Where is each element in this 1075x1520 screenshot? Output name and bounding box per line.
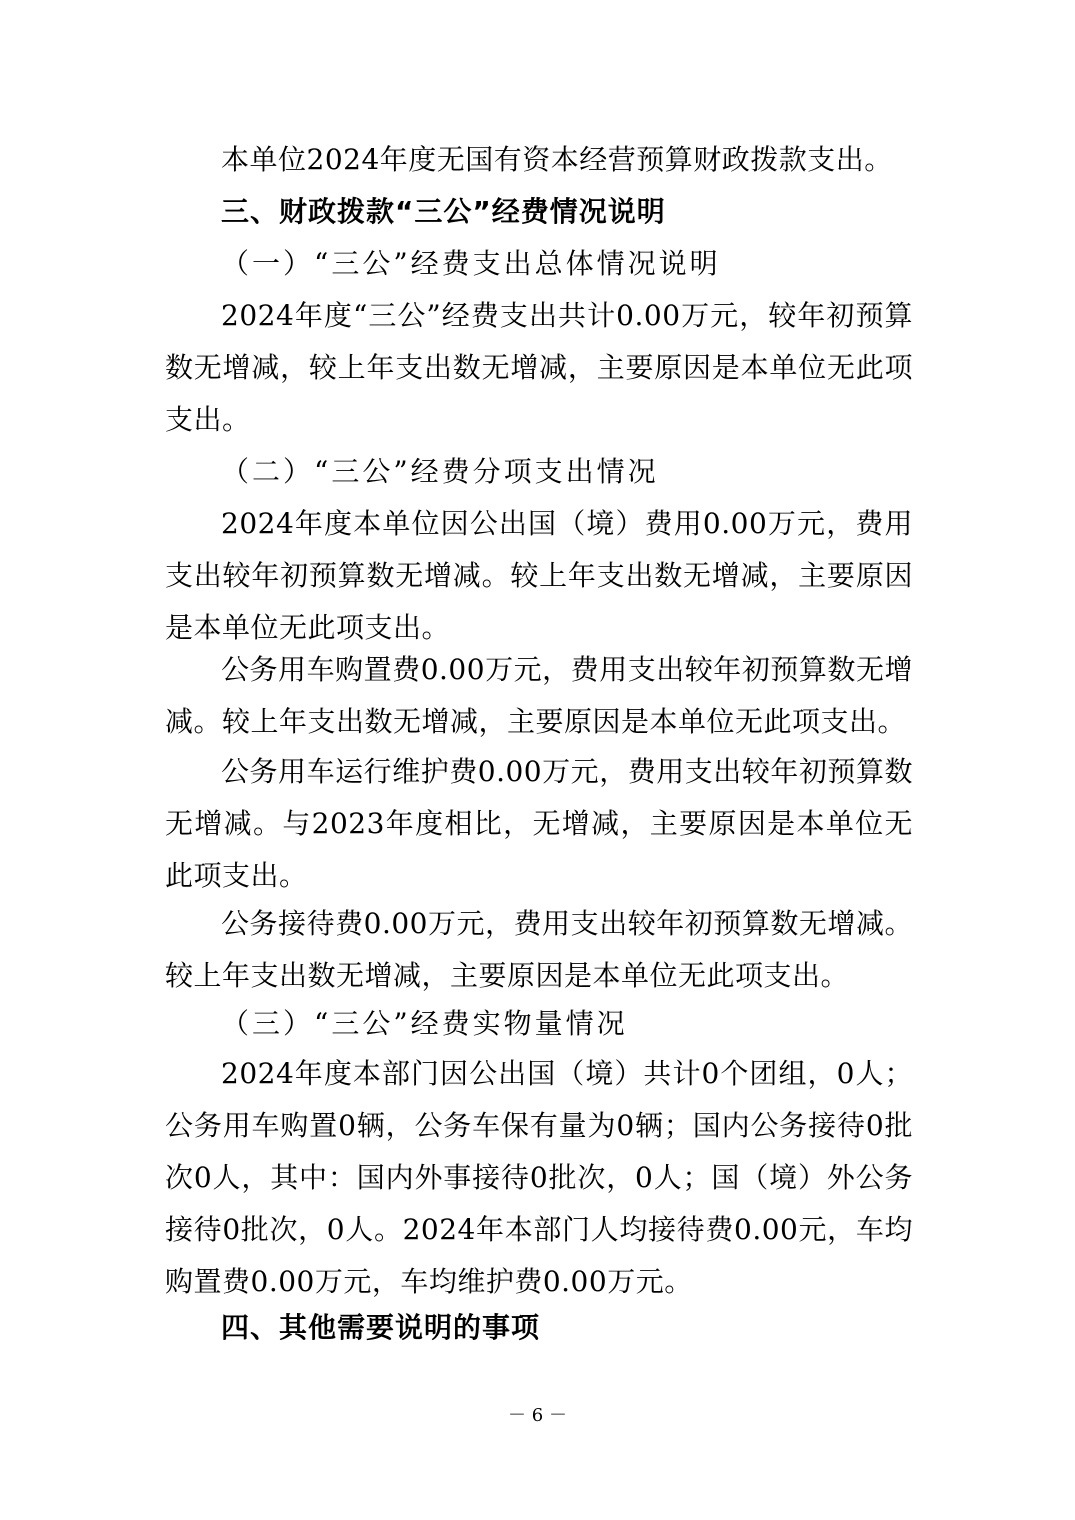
paragraph-overall-expense: 2024年度“三公”经费支出共计0.00万元，较年初预算数无增减，较上年支出数无增减，主要原因是本单位无此项支出。: [165, 299, 913, 436]
paragraph-physical-quantity: 2024年度本部门因公出国（境）共计0个团组，0人；公务用车购置0辆，公务车保有量为0辆；国内公务接待0批次0人，其中：国内外事接待0批次，0人；国（境）外公务接待0批次，0人。2024年本部门人均接待费0.00元，车均购置费0.00万元，车均维护费0.00万元。: [165, 1057, 913, 1298]
page-number: － 6 －: [508, 1405, 567, 1426]
paragraph-vehicle-maintenance-expense: 公务用车运行维护费0.00万元，费用支出较年初预算数无增减。与2023年度相比，无增减，主要原因是本单位无此项支出。: [165, 755, 913, 892]
paragraph-reception-expense: 公务接待费0.00万元，费用支出较年初预算数无增减。较上年支出数无增减，主要原因是本单位无此项支出。: [165, 907, 913, 992]
subheading-physical-quantity: （三）“三公”经费实物量情况: [221, 1007, 628, 1040]
subheading-overall-expense: （一）“三公”经费支出总体情况说明: [221, 247, 721, 280]
section-heading-other-matters: 四、其他需要说明的事项: [221, 1311, 541, 1344]
subheading-itemized-expense: （二）“三公”经费分项支出情况: [221, 455, 659, 488]
paragraph-overseas-travel-expense: 2024年度本单位因公出国（境）费用0.00万元，费用支出较年初预算数无增减。较上年支出数无增减，主要原因是本单位无此项支出。: [165, 507, 913, 644]
paragraph-no-state-capital-budget: 本单位2024年度无国有资本经营预算财政拨款支出。: [221, 143, 893, 176]
section-heading-three-public-expenses: 三、财政拨款“三公”经费情况说明: [221, 195, 666, 228]
paragraph-vehicle-purchase-expense: 公务用车购置费0.00万元，费用支出较年初预算数无增减。较上年支出数无增减，主要原因是本单位无此项支出。: [165, 653, 913, 738]
